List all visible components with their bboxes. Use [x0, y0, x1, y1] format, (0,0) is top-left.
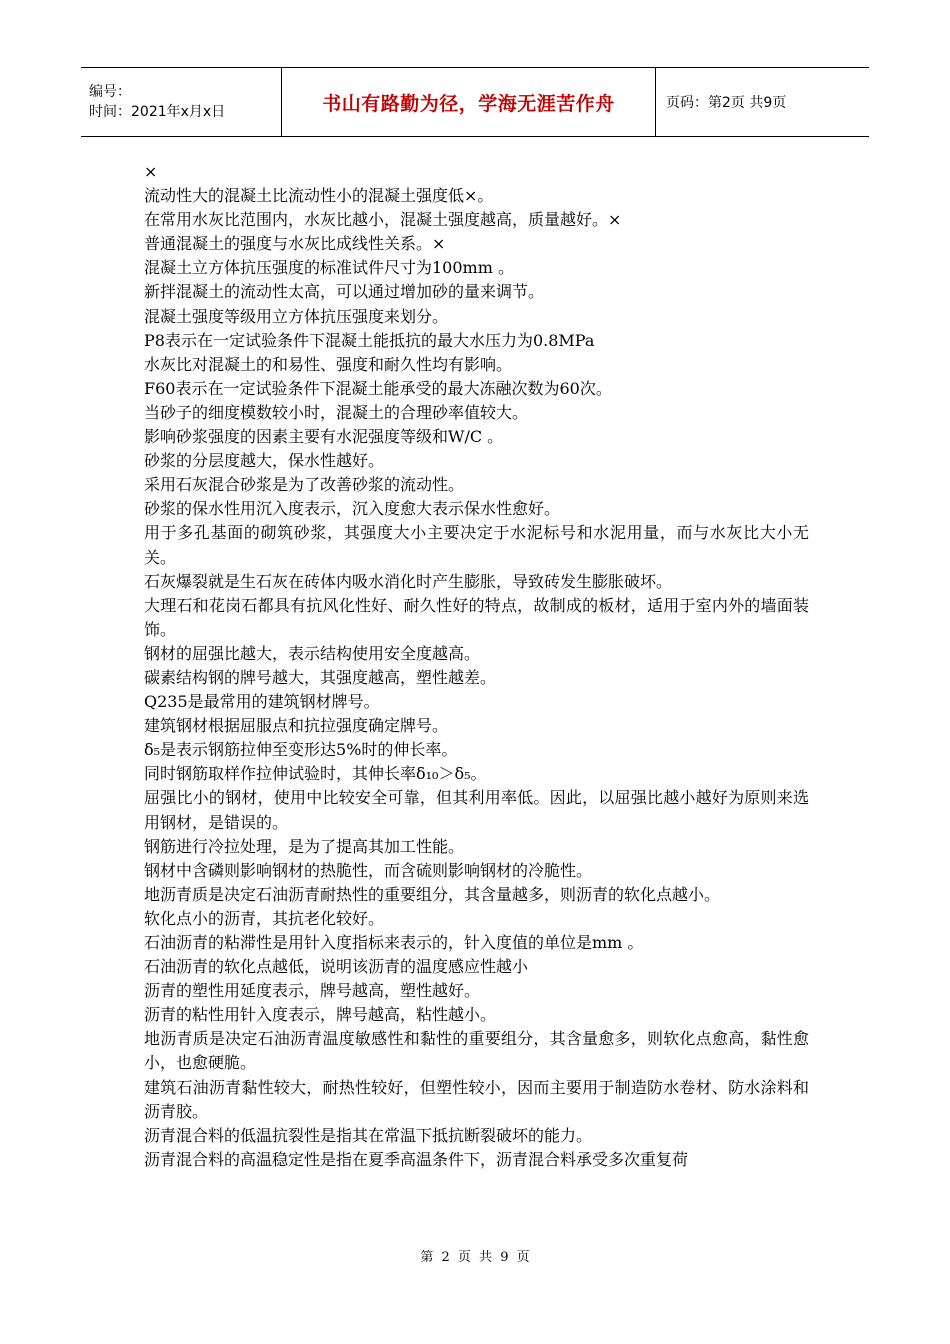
header-motto: 书山有路勤为径，学海无涯苦作舟 — [281, 68, 656, 136]
body-line: 同时钢筋取样作拉伸试验时，其伸长率δ₁₀＞δ₅。 — [144, 764, 487, 784]
document-number-label: 编号： — [89, 84, 131, 100]
header-page-number: 页码：第2页 共9页 — [666, 95, 787, 111]
body-line: 混凝土强度等级用立方体抗压强度来划分。 — [144, 306, 449, 326]
body-line: 大理石和花岗石都具有抗风化性好、耐久性好的特点，故制成的板材，适用于室内外的墙面装饰。 — [144, 595, 809, 639]
body-line: 当砂子的细度模数较小时，混凝土的合理砂率值较大。 — [144, 402, 529, 422]
body-line: Q235是最常用的建筑钢材牌号。 — [144, 692, 380, 712]
body-line: 砂浆的保水性用沉入度表示，沉入度愈大表示保水性愈好。 — [144, 499, 561, 519]
document-body — [144, 160, 809, 1172]
body-line: 沥青混合料的低温抗裂性是指其在常温下抵抗断裂破坏的能力。 — [144, 1125, 593, 1145]
page-header — [81, 67, 869, 137]
body-line: × — [144, 162, 158, 181]
body-line: 钢材中含磷则影响钢材的热脆性，而含硫则影响钢材的冷脆性。 — [144, 860, 593, 880]
body-line: 钢筋进行冷拉处理，是为了提高其加工性能。 — [144, 836, 465, 856]
body-line: 砂浆的分层度越大，保水性越好。 — [144, 451, 385, 471]
document-time-label: 时间：2021年x月x日 — [89, 104, 226, 120]
body-line: 混凝土立方体抗压强度的标准试件尺寸为100mm 。 — [144, 258, 514, 278]
body-line: 采用石灰混合砂浆是为了改善砂浆的流动性。 — [144, 475, 465, 495]
body-line: 钢材的屈强比越大，表示结构使用安全度越高。 — [144, 643, 481, 663]
body-line: 建筑钢材根据屈服点和抗拉强度确定牌号。 — [144, 716, 449, 736]
body-line: 地沥青质是决定石油沥青温度敏感性和黏性的重要组分，其含量愈多，则软化点愈高，黏性愈小，也愈硬脆。 — [144, 1029, 809, 1073]
body-line: 沥青的塑性用延度表示，牌号越高，塑性越好。 — [144, 981, 481, 1001]
page-footer: 第 2 页 共 9 页 — [420, 1250, 530, 1265]
body-line: 新拌混凝土的流动性太高，可以通过增加砂的量来调节。 — [144, 282, 545, 302]
body-line: 用于多孔基面的砌筑砂浆，其强度大小主要决定于水泥标号和水泥用量，而与水灰比大小无关。 — [144, 523, 809, 567]
body-line: 在常用水灰比范围内，水灰比越小，混凝土强度越高，质量越好。× — [144, 210, 622, 230]
body-line: P8表示在一定试验条件下混凝土能抵抗的最大水压力为0.8MPa — [144, 330, 595, 350]
body-line: 流动性大的混凝土比流动性小的混凝土强度低×。 — [144, 186, 494, 206]
body-line: 沥青的粘性用针入度表示，牌号越高，粘性越小。 — [144, 1005, 497, 1025]
body-line: 沥青混合料的高温稳定性是指在夏季高温条件下，沥青混合料承受多次重复荷 — [144, 1149, 689, 1169]
body-line: 软化点小的沥青，其抗老化较好。 — [144, 908, 385, 928]
body-line: F60表示在一定试验条件下混凝土能承受的最大冻融次数为60次。 — [144, 378, 612, 398]
body-line: 石油沥青的软化点越低，说明该沥青的温度感应性越小 — [144, 957, 529, 977]
body-line: 屈强比小的钢材，使用中比较安全可靠，但其利用率低。因此，以屈强比越小越好为原则来选用钢材，是错误的。 — [144, 788, 809, 832]
body-line: δ₅是表示钢筋拉伸至变形达5%时的伸长率。 — [144, 740, 458, 760]
body-line: 建筑石油沥青黏性较大，耐热性较好，但塑性较小，因而主要用于制造防水卷材、防水涂料和沥青胶。 — [144, 1077, 809, 1121]
body-line: 地沥青质是决定石油沥青耐热性的重要组分，其含量越多，则沥青的软化点越小。 — [144, 884, 721, 904]
body-line: 影响砂浆强度的因素主要有水泥强度等级和W/C 。 — [144, 427, 504, 447]
body-line: 石灰爆裂就是生石灰在砖体内吸水消化时产生膨胀，导致砖发生膨胀破坏。 — [144, 571, 673, 591]
body-line: 普通混凝土的强度与水灰比成线性关系。× — [144, 234, 446, 254]
body-line: 水灰比对混凝土的和易性、强度和耐久性均有影响。 — [144, 354, 513, 374]
body-line: 碳素结构钢的牌号越大，其强度越高，塑性越差。 — [144, 667, 497, 687]
header-meta — [81, 68, 281, 136]
body-line: 石油沥青的粘滞性是用针入度指标来表示的，针入度值的单位是mm 。 — [144, 933, 644, 952]
